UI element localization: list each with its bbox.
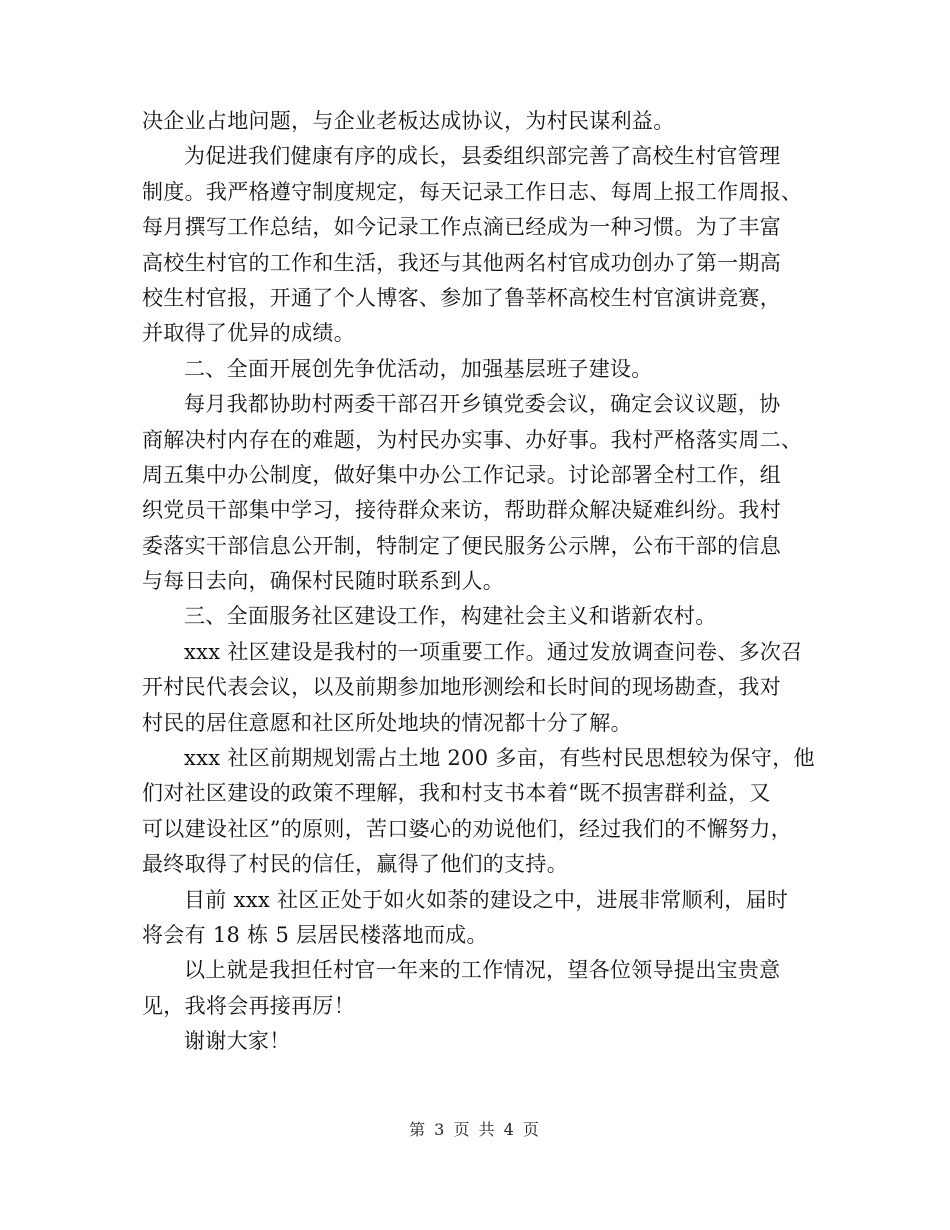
text-line: 开村民代表会议，以及前期参加地形测绘和长时间的现场勘查，我对 — [142, 675, 781, 700]
text-line: xxx 社区前期规划需占土地 200 多亩，有些村民思想较为保守，他 — [184, 746, 815, 771]
text-line: 商解决村内存在的难题，为村民办实事、办好事。我村严格落实周二、 — [142, 427, 803, 452]
text-line: 为促进我们健康有序的成长，县委组织部完善了高校生村官管理 — [184, 144, 781, 169]
text-line: 校生村官报，开通了个人博客、参加了鲁莘杯高校生村官演讲竞赛， — [142, 285, 781, 310]
text-line: 目前 xxx 社区正处于如火如荼的建设之中，进展非常顺利，届时 — [184, 887, 789, 912]
text-line: 将会有 18 栋 5 层居民楼落地而成。 — [142, 922, 488, 947]
text-line: 与每日去向，确保村民随时联系到人。 — [142, 569, 505, 594]
section-heading: 三、全面服务社区建设工作，构建社会主义和谐新农村。 — [184, 604, 717, 629]
text-line: 们对社区建设的政策不理解，我和村支书本着“既不损害群利益，又 — [142, 781, 771, 806]
text-line: 委落实干部信息公开制，特制定了便民服务公示牌，公布干部的信息 — [142, 533, 781, 558]
text-line: 决企业占地问题，与企业老板达成协议，为村民谋利益。 — [142, 109, 675, 133]
text-line: xxx 社区建设是我村的一项重要工作。通过发放调查问卷、多次召 — [184, 639, 803, 664]
section-heading: 二、全面开展创先争优活动，加强基层班子建设。 — [184, 356, 653, 381]
text-line: 高校生村官的工作和生活，我还与其他两名村官成功创办了第一期高 — [142, 250, 781, 275]
text-line: 每月我都协助村两委干部召开乡镇党委会议，确定会议议题，协 — [184, 392, 781, 417]
document-body — [142, 104, 814, 1060]
text-line: 最终取得了村民的信任，赢得了他们的支持。 — [142, 852, 568, 877]
text-line: 见，我将会再接再厉！ — [142, 993, 355, 1018]
text-line: 织党员干部集中学习，接待群众来访，帮助群众解决疑难纠纷。我村 — [142, 498, 781, 523]
page-number-footer: 第 3 页 共 4 页 — [409, 1120, 541, 1139]
text-line: 村民的居住意愿和社区所处地块的情况都十分了解。 — [142, 710, 632, 735]
text-line: 以上就是我担任村官一年来的工作情况，望各位领导提出宝贵意 — [184, 958, 781, 983]
closing-line: 谢谢大家！ — [184, 1029, 291, 1054]
text-line: 每月撰写工作总结，如今记录工作点滴已经成为一种习惯。为了丰富 — [142, 215, 781, 240]
text-line: 可以建设社区”的原则，苦口婆心的劝说他们，经过我们的不懈努力， — [142, 816, 793, 841]
text-line: 并取得了优异的成绩。 — [142, 321, 355, 346]
text-line: 周五集中办公制度，做好集中办公工作记录。讨论部署全村工作，组 — [142, 462, 781, 487]
text-line: 制度。我严格遵守制度规定，每天记录工作日志、每周上报工作周报、 — [142, 179, 803, 204]
